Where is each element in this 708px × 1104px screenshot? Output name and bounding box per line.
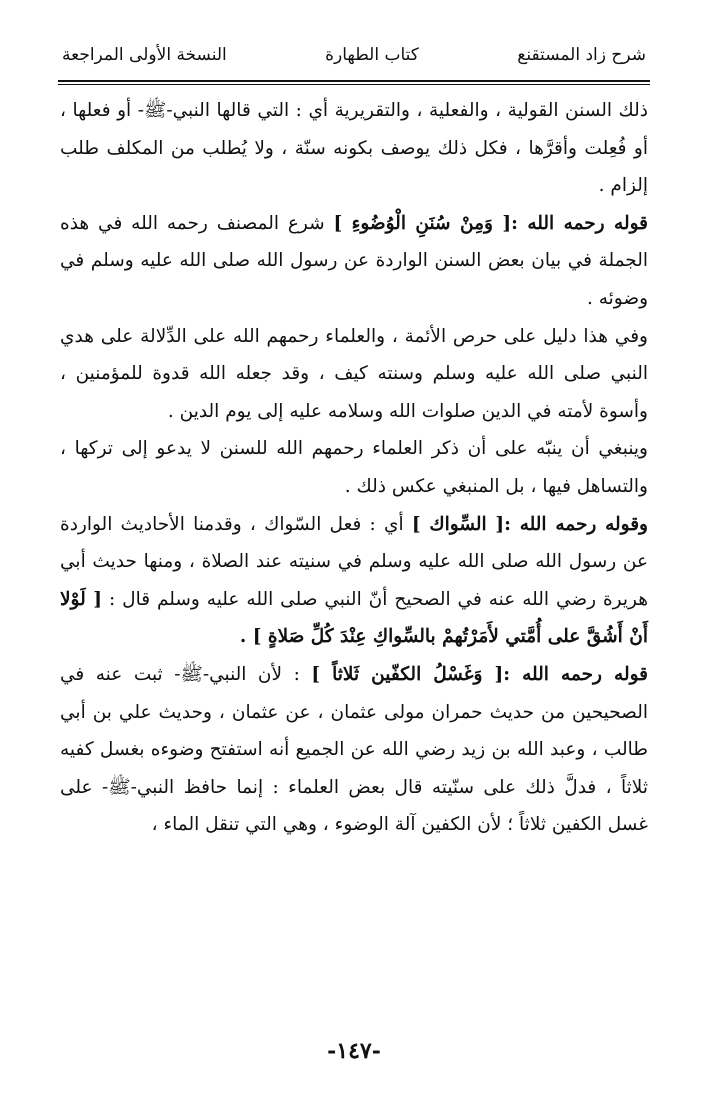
paragraph-text: شرع المصنف رحمه الله في هذه الجملة في بيان بعض السنن الواردة عن رسول الله صلى الله عليه وسلم في وضوئه . — [60, 212, 648, 309]
paragraph-6 — [60, 656, 648, 844]
header-edition-note: النسخة الأولى المراجعة — [62, 45, 227, 65]
body-text — [60, 92, 648, 844]
hadith-quote: [ لَوْلا أَنْ أَشُقَّ على أُمَّتي لأَمَرْتُهمْ بالسِّواكِ عِنْدَ كُلِّ صَلاةٍ ] . — [60, 588, 648, 648]
page-number: -١٤٧- — [327, 1038, 381, 1064]
paragraph-lead: قوله رحمه الله :[ وَمِنْ سُنَنِ الْوُضُوءِ ] — [333, 212, 648, 234]
header-rule — [58, 80, 650, 82]
paragraph-5 — [60, 506, 648, 656]
paragraph-lead: قوله رحمه الله :[ وَغَسْلُ الكفّين ثَلاثاً ] — [311, 663, 648, 685]
paragraph-4 — [60, 430, 648, 505]
paragraph-3 — [60, 318, 648, 431]
running-header — [62, 38, 646, 72]
paragraph-2 — [60, 205, 648, 318]
header-chapter-title: كتاب الطهارة — [325, 45, 419, 65]
paragraph-text: : لأن النبي-ﷺ- ثبت عنه في الصحيحين من حديث حمران مولى عثمان ، عن عثمان ، وحديث علي بن أبي طالب ، وعبد الله بن زيد رضي الله عن الجميع أنه استفتح وضوءه بغسل كفيه ثلاثاً ، فدلَّ ذلك على سنّيته قال بعض العلماء : إنما حافظ النبي-ﷺ- على غسل الكفين ثلاثاً ؛ لأن الكفين آلة الوضوء ، وهي التي تنقل الماء ، — [60, 663, 648, 836]
paragraph-lead: وقوله رحمه الله :[ السِّواك ] — [411, 513, 648, 535]
header-book-title: شرح زاد المستقنع — [517, 45, 646, 65]
paragraph-text: أي : فعل السّواك ، وقدمنا الأحاديث الواردة عن رسول الله صلى الله عليه وسلم في سنيته عند الصلاة ، ومنها حديث أبي هريرة رضي الله عنه في الصحيح أنّ النبي صلى الله عليه وسلم قال : — [60, 513, 648, 610]
paragraph-text: ذلك السنن القولية ، والفعلية ، والتقريرية أي : التي قالها النبي-ﷺ- أو فعلها ، أو فُعِلت وأقرَّها ، فكل ذلك يوصف بكونه سنّة ، ولا يُطلب من المكلف طلب إلزام . — [60, 100, 648, 197]
paragraph-1 — [60, 92, 648, 205]
header-rule-thin — [58, 84, 650, 85]
paragraph-text: وفي هذا دليل على حرص الأئمة ، والعلماء رحمهم الله على الدِّلالة على هدي النبي صلى الله عليه وسلم وسنته كيف ، وقد جعله الله قدوة للمؤمنين ، وأسوة لأمته في الدين صلوات الله وسلامه عليه إلى يوم الدين . — [60, 325, 648, 422]
paragraph-text: وينبغي أن ينبّه على أن ذكر العلماء رحمهم الله للسنن لا يدعو إلى تركها ، والتساهل فيها ، بل المنبغي عكس ذلك . — [60, 438, 648, 497]
